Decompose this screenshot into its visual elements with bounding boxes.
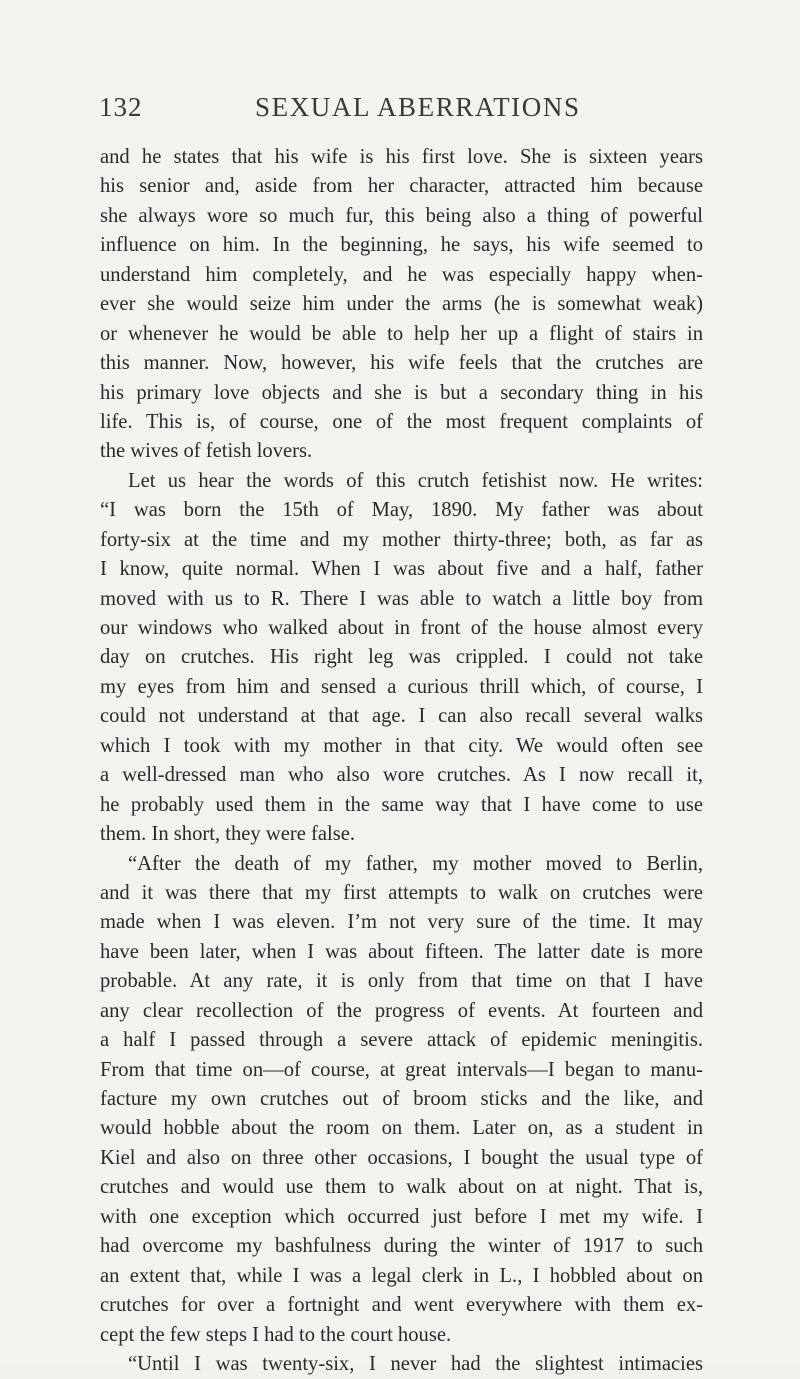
text-line: could not understand at that age. I can also recall several walks bbox=[100, 705, 703, 728]
text-line: life. This is, of course, one of the most frequent complaints of bbox=[100, 410, 703, 433]
text-line: understand him completely, and he was especially happy when- bbox=[100, 263, 703, 286]
text-line: “After the death of my father, my mother moved to Berlin, bbox=[128, 852, 703, 875]
text-line: cept the few steps I had to the court house. bbox=[100, 1323, 452, 1346]
text-line: with one exception which occurred just before I met my wife. I bbox=[100, 1205, 703, 1228]
text-line: made when I was eleven. I’m not very sure of the time. It may bbox=[100, 911, 703, 934]
page-number: 132 bbox=[99, 92, 143, 122]
text-line: crutches and would use them to walk about on at night. That is, bbox=[100, 1176, 703, 1199]
text-line: his primary love objects and she is but a secondary thing in his bbox=[100, 381, 703, 404]
text-line: Let us hear the words of this crutch fetishist now. He writes: bbox=[128, 469, 703, 492]
text-line: crutches for over a fortnight and went everywhere with them ex- bbox=[100, 1294, 703, 1317]
text-line: any clear recollection of the progress of events. At fourteen and bbox=[100, 999, 703, 1022]
text-line: probable. At any rate, it is only from that time on that I have bbox=[100, 970, 703, 993]
text-line: which I took with my mother in that city. We would often see bbox=[100, 734, 703, 757]
text-line: a half I passed through a severe attack of epidemic meningitis. bbox=[100, 1029, 703, 1052]
text-line: or whenever he would be able to help her up a flight of stairs in bbox=[100, 322, 703, 345]
text-line: a well-dressed man who also wore crutches. As I now recall it, bbox=[100, 764, 703, 787]
text-line: would hobble about the room on them. Later on, as a student in bbox=[100, 1117, 703, 1140]
text-line: influence on him. In the beginning, he says, his wife seemed to bbox=[100, 234, 703, 257]
text-line: had overcome my bashfulness during the winter of 1917 to such bbox=[100, 1235, 703, 1258]
text-line: my eyes from him and sensed a curious thrill which, of course, I bbox=[100, 675, 703, 698]
text-line: our windows who walked about in front of the house almost every bbox=[100, 617, 703, 639]
text-line: this manner. Now, however, his wife feels that the crutches are bbox=[100, 352, 703, 375]
text-line: his senior and, aside from her character, attracted him because bbox=[100, 175, 703, 198]
text-line: Kiel and also on three other occasions, I bought the usual type of bbox=[100, 1146, 703, 1169]
text-line: them. In short, they were false. bbox=[100, 823, 356, 846]
text-line: the wives of fetish lovers. bbox=[100, 440, 313, 463]
text-line: and it was there that my first attempts to walk on crutches were bbox=[100, 881, 703, 904]
running-head: SEXUAL ABERRATIONS bbox=[255, 92, 581, 122]
text-line: have been later, when I was about fifteen. The latter date is more bbox=[100, 940, 703, 963]
body-text bbox=[100, 143, 703, 1379]
text-line: “I was born the 15th of May, 1890. My father was about bbox=[100, 499, 703, 522]
text-line: day on crutches. His right leg was crippled. I could not take bbox=[100, 646, 703, 669]
text-line: ever she would seize him under the arms (he is somewhat weak) bbox=[100, 293, 703, 316]
text-line: forty-six at the time and my mother thirty-three; both, as far as bbox=[100, 528, 703, 551]
text-line: facture my own crutches out of broom sticks and the like, and bbox=[100, 1088, 703, 1110]
text-line: she always wore so much fur, this being also a thing of powerful bbox=[100, 204, 703, 227]
text-line: an extent that, while I was a legal clerk in L., I hobbled about on bbox=[100, 1264, 703, 1287]
text-line: he probably used them in the same way that I have come to use bbox=[100, 793, 703, 816]
text-line: moved with us to R. There I was able to watch a little boy from bbox=[100, 587, 703, 610]
text-line: “Until I was twenty-six, I never had the slightest intimacies bbox=[128, 1352, 703, 1375]
text-line: From that time on—of course, at great intervals—I began to manu- bbox=[100, 1058, 703, 1081]
text-line: and he states that his wife is his first love. She is sixteen years bbox=[100, 146, 703, 168]
text-line: I know, quite normal. When I was about five and a half, father bbox=[100, 558, 703, 581]
